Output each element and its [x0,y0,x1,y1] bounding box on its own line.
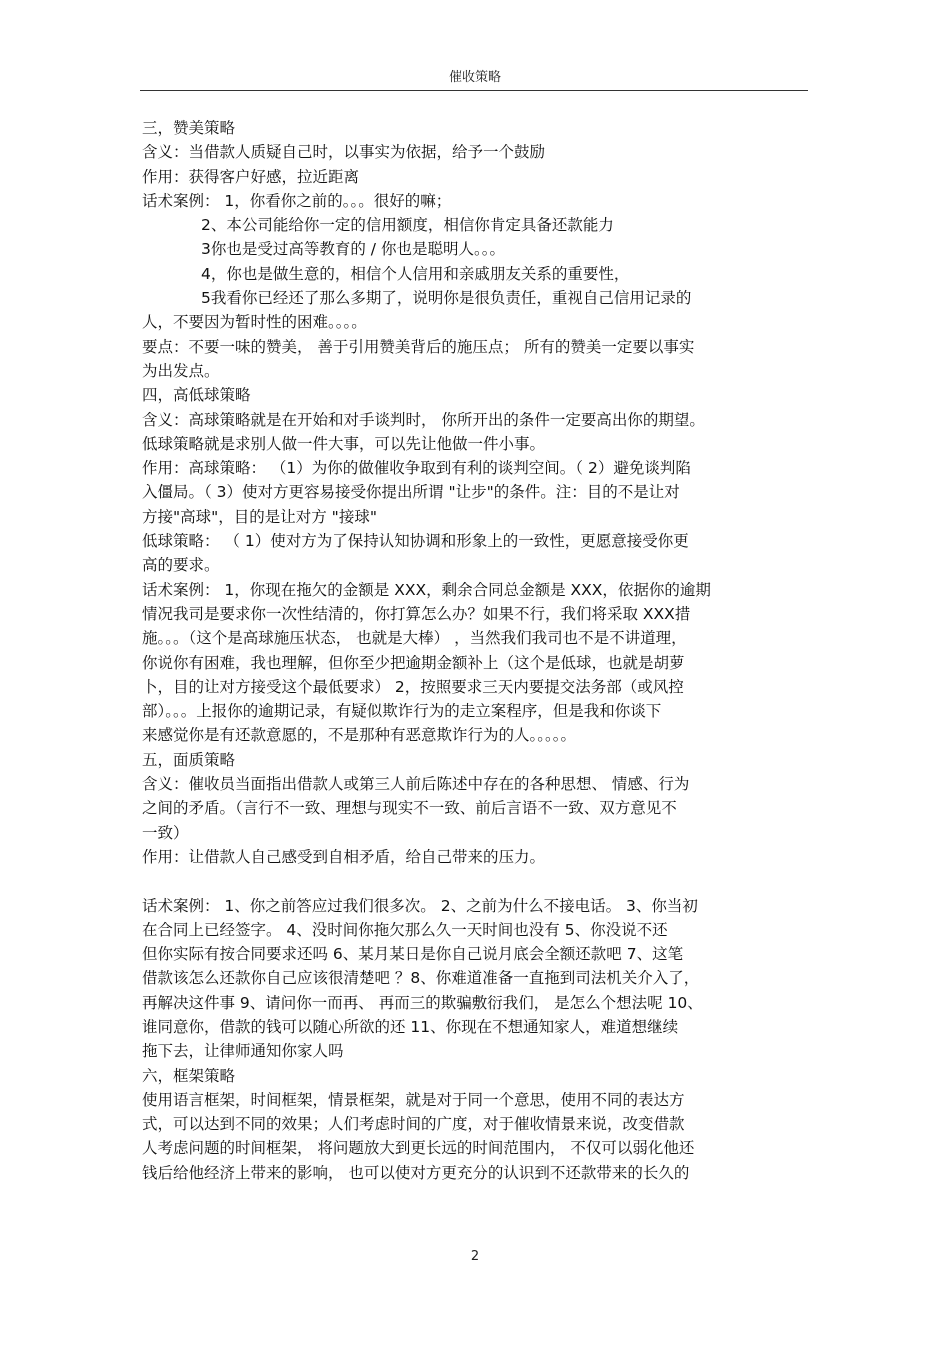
text-line: 2、本公司能给你一定的信用额度，相信你肯定具备还款能力 [201,216,614,235]
text-line: 人考虑问题的时间框架， 将问题放大到更长远的时间范围内， 不仅可以弱化他还 [142,1139,695,1158]
text-line: 要点：不要一味的赞美， 善于引用赞美背后的施压点； 所有的赞美一定要以事实 [142,337,695,356]
text-line: 再解决这件事 9、请问你一而再、 再而三的欺骗敷衍我们， 是怎么个想法呢 10、 [142,993,703,1012]
page-header: 催收策略 [448,70,501,85]
page-number: 2 [470,1249,480,1264]
text-line: 含义：高球策略就是在开始和对手谈判时， 你所开出的条件一定要高出你的期望。 [142,410,705,429]
text-line: 在合同上已经签字。 4、没时间你拖欠那么久一天时间也没有 5、你没说不还 [142,920,668,939]
text-line: 方接"高球"，目的是让对方 "接球" [142,507,377,526]
text-line: 施。。。（这个是高球施压状态， 也就是大棒） ，当然我们我司也不是不讲道理， [142,629,687,648]
text-line: 话术案例： 1、你之前答应过我们很多次。 2、之前为什么不接电话。 3、你当初 [142,896,698,915]
text-line: 4，你也是做生意的，相信个人信用和亲戚朋友关系的重要性， [201,264,630,283]
header-rule [140,90,808,91]
text-line: 卜，目的让对方接受这个最低要求） 2，按照要求三天内要提交法务部（或风控 [142,677,684,696]
text-line: 之间的矛盾。（言行不一致、理想与现实不一致、前后言语不一致、双方意见不 [142,799,677,818]
text-line: 但你实际有按合同要求还吗 6、某月某日是你自己说月底会全额还款吧 7、这笔 [142,945,684,964]
text-line: 借款该怎么还款你自己应该很清楚吧 ？8、你难道准备一直拖到司法机关介入了， [142,969,700,988]
text-line: 钱后给他经济上带来的影响， 也可以使对方更充分的认识到不还款带来的长久的 [142,1163,690,1182]
text-line: 作用：获得客户好感，拉近距离 [142,167,360,186]
text-line: 为出发点。 [142,361,220,380]
blank-line [142,869,812,893]
text-line: 5我看你已经还了那么多期了，说明你是很负责任，重视自己信用记录的 [201,289,692,308]
text-line: 话术案例： 1，你现在拖欠的金额是 XXX，剩余合同总金额是 XXX，依据你的逾期 [142,580,711,599]
text-line: 式，可以达到不同的效果；人们考虑时间的广度，对于催收情景来说，改变借款 [142,1115,685,1134]
text-line: 谁同意你，借款的钱可以随心所欲的还 11、你现在不想通知家人，难道想继续 [142,1017,679,1036]
text-line: 高的要求。 [142,556,220,575]
text-line: 话术案例： 1，你看你之前的。。。很好的嘛； [142,191,452,210]
text-line: 情况我司是要求你一次性结清的，你打算怎么办？如果不行，我们将采取 XXX措 [142,604,691,623]
text-line: 低球策略： （ 1）使对方为了保持认知协调和形象上的一致性，更愿意接受你更 [142,532,689,551]
text-line: 部）。。。上报你的逾期记录，有疑似欺诈行为的走立案程序，但是我和你谈下 [142,702,662,721]
text-line: 入僵局。（ 3）使对方更容易接受你提出所谓 "让步"的条件。注：目的不是让对 [142,483,680,502]
section-heading: 五，面质策略 [142,750,236,769]
text-line: 使用语言框架，时间框架，情景框架，就是对于同一个意思，使用不同的表达方 [142,1090,685,1109]
text-line: 人，不要因为暂时性的困难。。。。 [142,313,367,332]
text-line: 低球策略就是求别人做一件大事，可以先让他做一件小事。 [142,434,546,453]
text-line: 作用：让借款人自己感受到自相矛盾，给自己带来的压力。 [142,847,546,866]
text-line: 含义：当借款人质疑自己时，以事实为依据，给予一个鼓励 [142,143,546,162]
text-line: 作用：高球策略： （1）为你的做催收争取到有利的谈判空间。（ 2）避免谈判陷 [142,459,691,478]
section-heading: 四，高低球策略 [142,386,251,405]
section-heading: 六，框架策略 [142,1066,236,1085]
text-line: 拖下去，让律师通知你家人吗 [142,1042,344,1061]
section-heading: 三，赞美策略 [142,119,236,137]
text-line: 你说你有困难，我也理解，但你至少把逾期金额补上（这个是低球，也就是胡萝 [142,653,685,672]
document-body [142,116,812,1185]
text-line: 3你也是受过高等教育的 / 你也是聪明人。。。 [201,240,505,259]
text-line: 含义：催收员当面指出借款人或第三人前后陈述中存在的各种思想、 情感、行为 [142,775,690,794]
text-line: 来感觉你是有还款意愿的，不是那种有恶意欺诈行为的人。。。。。 [142,726,577,745]
text-line: 一致） [142,823,189,842]
